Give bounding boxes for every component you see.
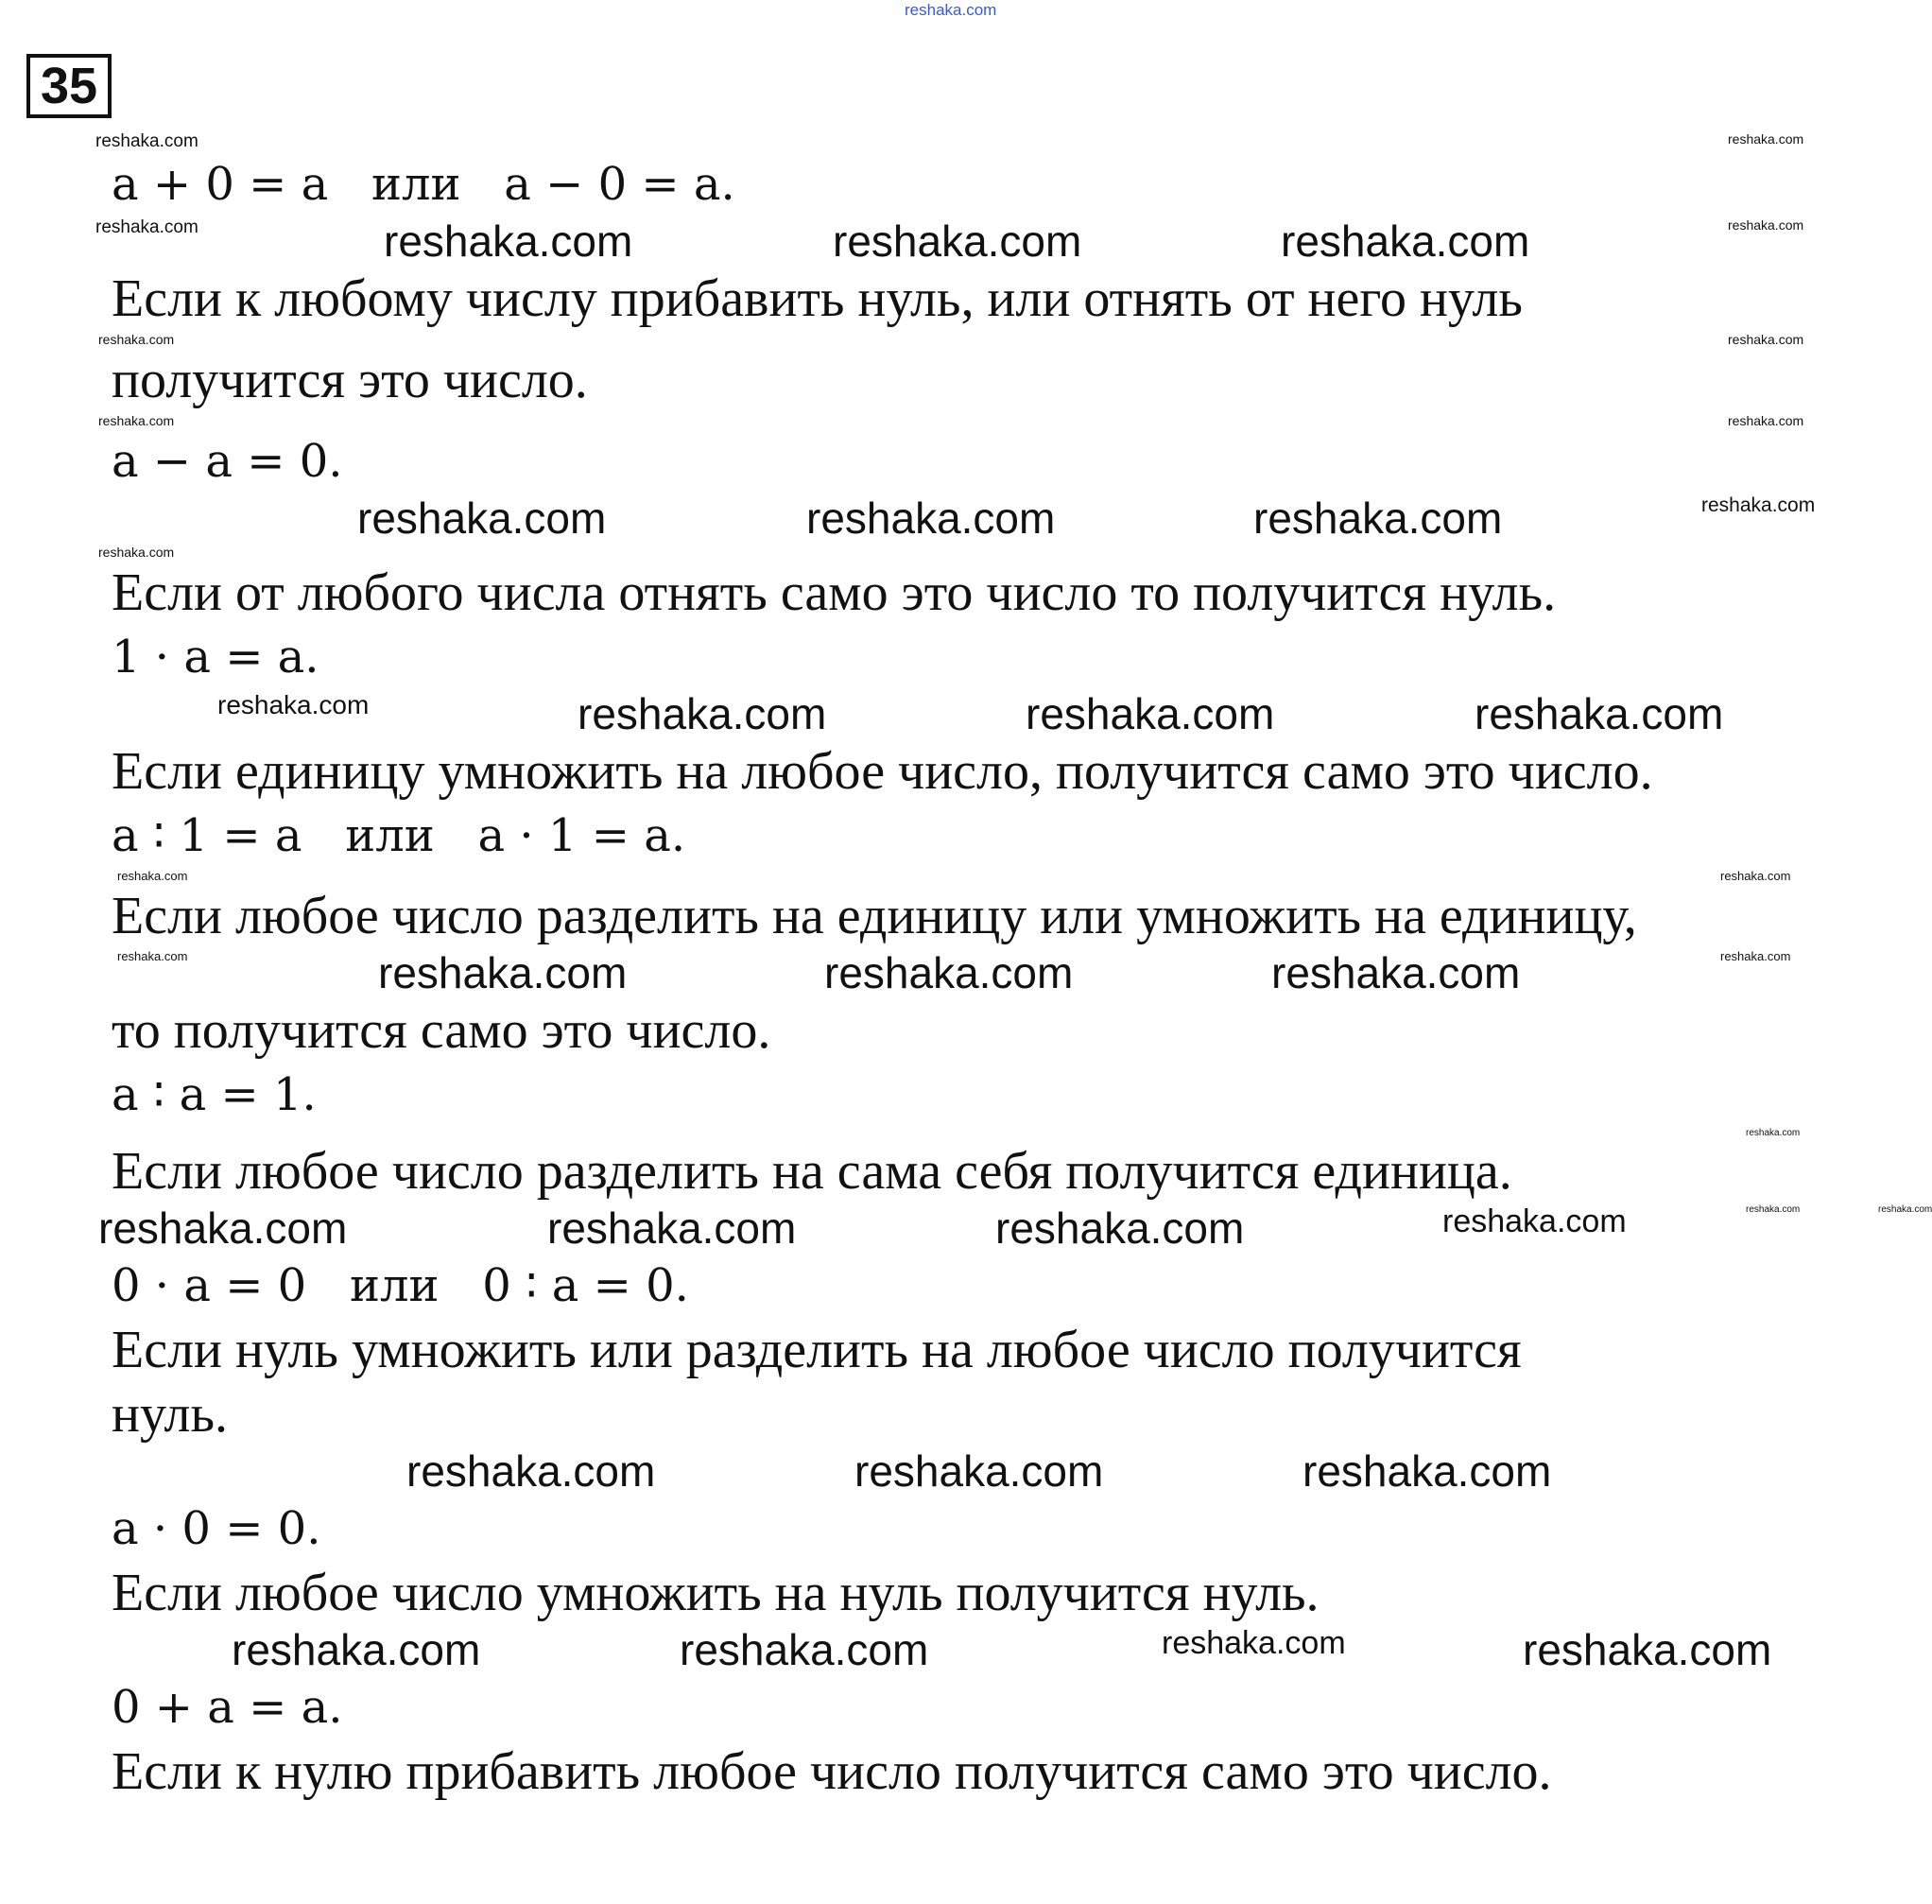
watermark: reshaka.com: [854, 1446, 1104, 1496]
watermark: reshaka.com: [98, 1203, 348, 1253]
formula-line: a + 0 = a или a − 0 = a.: [112, 158, 735, 211]
watermark-row: [0, 495, 1892, 545]
watermark: reshaka.com: [806, 493, 1056, 543]
text-line: нуль.: [112, 1385, 228, 1444]
watermark: reshaka.com: [95, 131, 198, 151]
watermark: reshaka.com: [378, 948, 628, 997]
watermark: reshaka.com: [1878, 1204, 1932, 1215]
watermark: reshaka.com: [1442, 1203, 1627, 1239]
text-line: Если нуль умножить или разделить на любое число получится: [112, 1321, 1522, 1379]
text-line: Если к любому числу прибавить нуль, или отнять от него нуль: [112, 269, 1523, 328]
watermark: reshaka.com: [1720, 869, 1791, 883]
watermark-row: [0, 333, 1892, 350]
watermark: reshaka.com: [384, 216, 633, 266]
watermark: reshaka.com: [98, 545, 175, 560]
watermark: reshaka.com: [995, 1203, 1245, 1253]
watermark-row: [0, 870, 1892, 886]
exercise-number: 35: [26, 54, 112, 118]
watermark: reshaka.com: [1728, 413, 1804, 428]
formula-line: 0 · a = 0 или 0 ∶ a = 0.: [112, 1259, 689, 1312]
watermark: reshaka.com: [117, 949, 188, 963]
watermark-row: [0, 1448, 1892, 1498]
watermark-row: [0, 950, 1892, 1000]
watermark-row: [0, 414, 1892, 431]
watermark: reshaka.com: [232, 1625, 481, 1674]
watermark-row: [0, 1129, 1892, 1141]
text-line: то получится само это число.: [112, 1001, 771, 1060]
watermark-row: [0, 1627, 1892, 1677]
watermark: reshaka.com: [680, 1625, 929, 1674]
watermark: reshaka.com: [1271, 948, 1521, 997]
text-line: Если любое число разделить на единицу или умножить на единицу,: [112, 887, 1637, 945]
watermark: reshaka.com: [547, 1203, 797, 1253]
formula-line: a ∶ a = 1.: [112, 1068, 317, 1121]
formula-line: a ∶ 1 = a или a · 1 = a.: [112, 809, 686, 862]
watermark: reshaka.com: [117, 869, 188, 883]
watermark: reshaka.com: [833, 216, 1082, 266]
watermark-row: [0, 691, 1892, 741]
formula-line: a · 0 = 0.: [112, 1502, 321, 1555]
text-line: Если от любого числа отнять само это число то получится нуль.: [112, 563, 1557, 622]
watermark-row: [0, 132, 1892, 154]
watermark-row: [0, 1203, 1932, 1255]
formula-line: 1 · a = a.: [112, 631, 319, 684]
watermark: reshaka.com: [1720, 949, 1791, 963]
watermark: reshaka.com: [1281, 216, 1530, 266]
watermark: reshaka.com: [1701, 494, 1816, 516]
formula-line: a − a = 0.: [112, 435, 343, 488]
watermark: reshaka.com: [1728, 332, 1804, 347]
watermark: reshaka.com: [1746, 1204, 1801, 1215]
text-line: Если любое число умножить на нуль получится нуль.: [112, 1564, 1320, 1622]
watermark: reshaka.com: [1253, 493, 1503, 543]
watermark: reshaka.com: [1475, 689, 1724, 738]
exercise-content: [0, 131, 1932, 1806]
watermark: reshaka.com: [98, 332, 175, 347]
watermark: reshaka.com: [1728, 217, 1804, 233]
watermark: reshaka.com: [357, 493, 607, 543]
watermark: reshaka.com: [406, 1446, 656, 1496]
formula-line: 0 + a = a.: [112, 1681, 343, 1734]
watermark: reshaka.com: [1302, 1446, 1552, 1496]
watermark: reshaka.com: [98, 413, 175, 428]
watermark: reshaka.com: [1026, 689, 1275, 738]
text-line: Если единицу умножить на любое число, получится само это число.: [112, 742, 1653, 801]
watermark: reshaka.com: [578, 689, 827, 738]
watermark: reshaka.com: [217, 690, 370, 719]
watermark: reshaka.com: [1746, 1128, 1801, 1138]
watermark: reshaka.com: [1162, 1625, 1346, 1661]
watermark: reshaka.com: [824, 948, 1074, 997]
watermark: reshaka.com: [1523, 1625, 1772, 1674]
watermark-row: [0, 545, 1892, 563]
watermark: reshaka.com: [95, 217, 198, 237]
text-line: получится это число.: [112, 351, 588, 409]
watermark: reshaka.com: [905, 1, 997, 19]
text-line: Если к нулю прибавить любое число получится само это число.: [112, 1742, 1552, 1801]
watermark: reshaka.com: [1728, 131, 1804, 147]
watermark-row: [0, 218, 1892, 268]
text-line: Если любое число разделить на сама себя получится единица.: [112, 1142, 1512, 1201]
